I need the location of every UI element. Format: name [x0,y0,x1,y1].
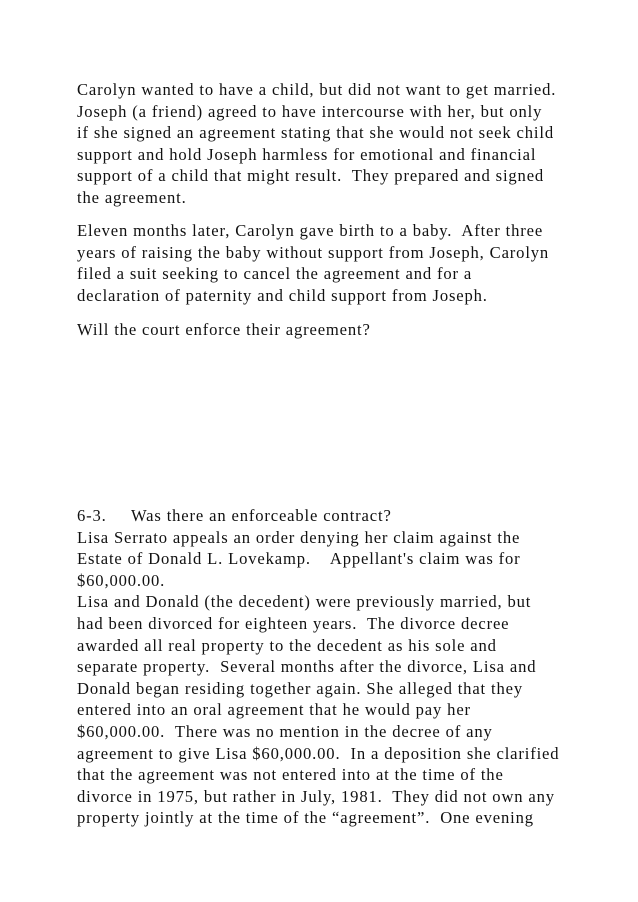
text-line: Estate of Donald L. Lovekamp. Appellant's claim was for [77,549,521,569]
text-line: Carolyn wanted to have a child, but did not want to get married. [77,80,557,99]
case-section [77,505,597,829]
text-line: Donald began residing together again. She alleged that they [77,678,523,698]
text-line: divorce in 1975, but rather in July, 1981. They did not own any [77,786,555,806]
text-line: years of raising the baby without support from Joseph, Carolyn [77,242,550,262]
text-line: entered into an oral agreement that he would pay her [77,700,471,720]
text-line: separate property. Several months after the divorce, Lisa and [77,657,537,677]
text-line: agreement to give Lisa $60,000.00. In a deposition she clarified [77,743,560,763]
paragraph-birth-and-suit [77,220,597,306]
text-line: $60,000.00. [77,570,166,590]
text-line: Eleven months later, Carolyn gave birth to a baby. After three [77,221,544,240]
text-line: declaration of paternity and child support from Joseph. [77,285,488,305]
text-line: property jointly at the time of the “agreement”. One evening [77,808,534,828]
case-number: 6-3. [77,506,107,525]
text-line: that the agreement was not entered into at the time of the [77,765,504,785]
text-line: the agreement. [77,187,187,207]
text-line: if she signed an agreement stating that she would not seek child [77,123,554,143]
question-text: Will the court enforce their agreement? [77,320,371,339]
text-line: $60,000.00. There was no mention in the decree of any [77,721,493,741]
text-line: filed a suit seeking to cancel the agreement and for a [77,264,473,284]
case-heading [77,505,597,527]
text-line: Lisa Serrato appeals an order denying her claim against the [77,527,521,547]
text-line: support of a child that might result. They prepared and signed [77,166,545,186]
case-title: Was there an enforceable contract? [131,506,392,525]
text-line: support and hold Joseph harmless for emotional and financial [77,144,537,164]
text-line: Lisa and Donald (the decedent) were previously married, but [77,592,532,612]
text-line: had been divorced for eighteen years. The divorce decree [77,613,510,633]
text-line: awarded all real property to the decedent as his sole and [77,635,497,655]
text-line: Joseph (a friend) agreed to have intercourse with her, but only [77,101,543,121]
question-paragraph [77,319,597,341]
paragraph-carolyn-agreement [77,79,597,209]
